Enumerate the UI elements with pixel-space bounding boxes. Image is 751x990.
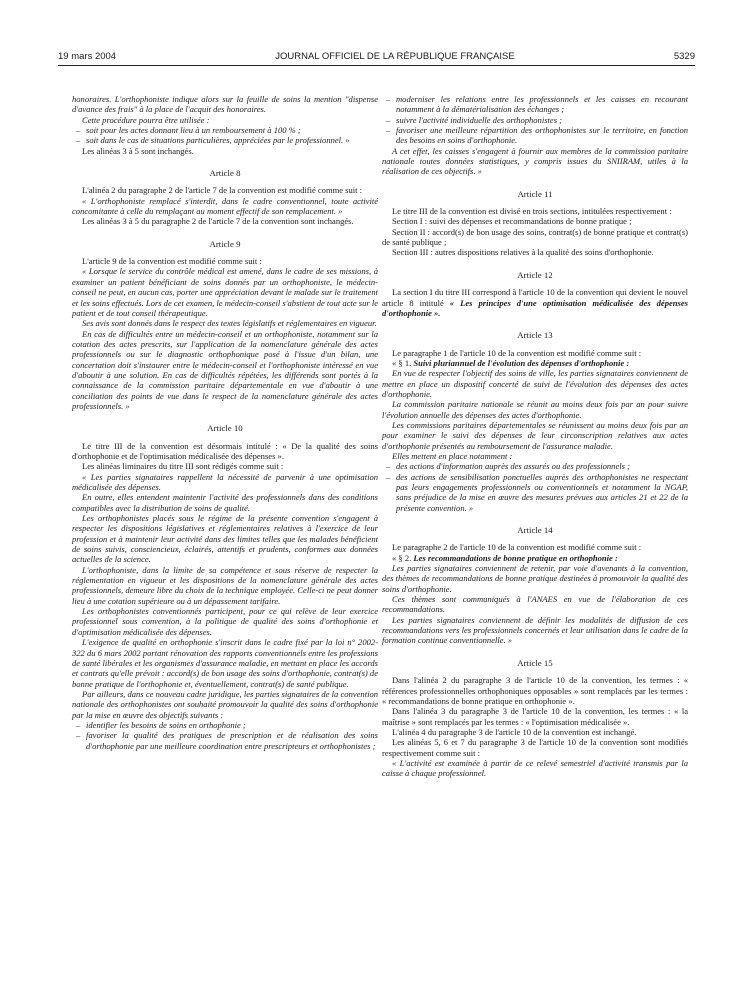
left-column xyxy=(72,94,378,751)
article-heading: Article 9 xyxy=(209,238,241,249)
paragraph: En cas de difficultés entre un médecin-conseil et un orthophoniste, notamment sur la cotation des actes prescrits, sur l'application de la nomenclature générale des actes professionnels ou sur le diagnostic orthophonique posé à l'issue d'un bilan, une concertation doit s'instaurer entre le médecin-conseil et l'orthophoniste intéressé en vue d'aboutir à une solution. En cas de difficultés répétées, les différends sont portés à la connaissance de la commission paritaire départementale en vue d'aboutir à une conciliation des points de vue dans le respect de la nomenclature générale des actes professionnels. » xyxy=(72,328,378,411)
paragraph: L'orthophoniste, dans la limite de sa compétence et sous réserve de respecter la réglementation en vigueur et les dispositions de la nomenclature générale des actes professionnels, demeure libre du choix de la technique employée. Celle-ci ne peut donner lieu à une cotation supérieure ou à un dépassement tarifaire. xyxy=(72,564,378,606)
paragraph: L'article 9 de la convention est modifié comme suit : xyxy=(82,256,262,267)
list-item: – des actions de sensibilisation ponctuelles auprès des orthophonistes ne respectant pas leurs engagements professionnels ou conventionnels et notamment la NGAP, sans préjudice de la mise en œuvre des mesures prévues aux articles 21 et 22 de la présente convention. » xyxy=(382,472,688,513)
paragraph: Les alinéas liminaires du titre III sont rédigés comme suit : xyxy=(82,461,284,472)
list-item: – suivre l'activité individuelle des orthophonistes ; xyxy=(382,115,688,125)
section-title: Suivi pluriannuel de l'évolution des dépenses d'orthophonie : xyxy=(413,357,630,368)
paragraph: Le paragraphe 2 de l'article 10 de la convention est modifié comme suit : xyxy=(392,542,642,553)
paragraph: A cet effet, les caisses s'engagent à fournir aux membres de la commission paritaire nationale toutes données statistiques, y compris issues du SNIIRAM, utiles à la réalisation de ces objectifs. » xyxy=(382,145,688,177)
section-title: « Les principes d'une optimisation médicalisée des dépenses d'orthophonie ». xyxy=(382,297,688,318)
paragraph: Les parties signataires conviennent de définir les modalités de diffusion de ces recommandations vers les professionnels concernés et leur utilisation dans le cadre de la formation continue conventionnelle. » xyxy=(382,614,688,646)
paragraph: Les alinéas 5, 6 et 7 du paragraphe 3 de l'article 10 de la convention sont modifiés respectivement comme suit : xyxy=(382,737,688,758)
paragraph xyxy=(382,358,688,368)
paragraph: Les orthophonistes conventionnés participent, pour ce qui relève de leur exercice professionnel sous convention, à la politique de qualité des soins d'orthophonie et d'optimisation médicalisée des dépenses. xyxy=(72,606,378,637)
article-heading: Article 14 xyxy=(517,525,553,536)
paragraph: L'alinéa 2 du paragraphe 2 de l'article 7 de la convention est modifié comme suit : xyxy=(82,185,363,196)
paragraph: « L'orthophoniste remplacé s'interdit, dans le cadre conventionnel, toute activité concomitante à celle du remplaçant au moment effectif de son remplacement. » xyxy=(72,195,378,217)
list-item: – favoriser une meilleure répartition des orthophonistes sur le territoire, en fonction des besoins en soins d'orthophonie. xyxy=(382,125,688,146)
paragraph: Les orthophonistes placés sous le régime de la présente convention s'engagent à respecter les dispositions législatives et réglementaires relatives à l'exercice de leur profession et à maintenir leur activité dans des limites telles que les malades bénéficient de soins suivis, consciencieux, éclairés, attentifs et prudents, conformes aux données actuelles de la science. xyxy=(72,513,378,565)
paragraph: honoraires. L'orthophoniste indique alors sur la feuille de soins la mention "dispense d'avance des frais" à la place de l'acquit des honoraires. xyxy=(72,94,378,115)
paragraph: Le titre III de la convention est divisé en trois sections, intitulées respectivement : xyxy=(392,206,672,217)
list-item: – des actions d'information auprès des assurés ou des professionnels ; xyxy=(382,461,688,471)
paragraph: Section III : autres dispositions relatives à la qualité des soins d'orthophonie. xyxy=(392,247,654,258)
text-run: « § 2. xyxy=(392,552,414,563)
section-title: Les recommandations de bonne pratique en orthophonie : xyxy=(413,552,618,563)
paragraph: Dans l'alinéa 2 du paragraphe 3 de l'article 10 de la convention, les termes : « références professionnelles orthophoniques opposables » sont remplacés par les termes : « recommandations de bonne pratique en orthophonie ». xyxy=(382,675,688,706)
paragraph: Le paragraphe 1 de l'article 10 de la convention est modifié comme suit : xyxy=(392,347,642,358)
header-rule xyxy=(58,65,695,66)
paragraph: « Les parties signataires rappellent la nécessité de parvenir à une optimisation médicalisée des dépenses. xyxy=(72,471,378,492)
paragraph: Les alinéas 3 à 5 du paragraphe 2 de l'article 7 de la convention sont inchangés. xyxy=(82,216,354,227)
article-heading: Article 12 xyxy=(517,269,553,280)
text-run: La section I du titre III correspond à l'article 10 de la convention qui devient le nouvel article 8 intitulé xyxy=(382,287,688,308)
article-heading: Article 10 xyxy=(207,423,243,434)
list-item: – soit dans le cas de situations particulières, appréciées par le professionnel. » xyxy=(72,135,378,145)
paragraph: Les parties signataires conviennent de retenir, par voie d'avenants à la convention, des thèmes de recommandations de bonne pratique destinées à promouvoir la qualité des soins d'orthophonie. xyxy=(382,563,688,594)
article-heading: Article 13 xyxy=(517,330,553,341)
article-heading: Article 15 xyxy=(517,657,553,668)
paragraph: Ses avis sont donnés dans le respect des textes législatifs et réglementaires en vigueur. xyxy=(82,318,377,329)
paragraph: En vue de respecter l'objectif des soins de ville, les parties signataires conviennent de mettre en place un dispositif concerté de suivi de l'évolution des dépenses des actes d'orthophonie. xyxy=(382,368,688,399)
paragraph: Section I : suivi des dépenses et recommandations de bonne pratique ; xyxy=(392,216,632,227)
header-page-number: 5329 xyxy=(673,51,695,62)
article-heading: Article 8 xyxy=(209,168,241,179)
running-head xyxy=(58,46,695,62)
header-date: 19 mars 2004 xyxy=(58,51,117,62)
article-heading: Article 11 xyxy=(517,188,553,199)
paragraph: Cette procédure pourra être utilisée : xyxy=(82,114,210,125)
paragraph xyxy=(382,553,688,563)
paragraph: En outre, elles entendent maintenir l'activité des professionnels dans des conditions compatibles avec la distribution de soins de qualité. xyxy=(72,492,378,513)
list-item: – favoriser la qualité des pratiques de prescription et de réalisation des soins d'orthophonie par une meilleure coordination entre prescripteurs et orthophonistes ; xyxy=(72,730,378,751)
paragraph: Ces thèmes sont communiqués à l'ANAES en vue de l'élaboration de ces recommandations. xyxy=(382,594,688,615)
paragraph: « L'activité est examinée à partir de ce relevé semestriel d'activité transmis par la caisse à chaque professionnel. xyxy=(382,757,688,779)
paragraph: Dans l'alinéa 3 du paragraphe 3 de l'article 10 de la convention, les termes : « la maîtrise » sont remplacés par les termes : « l'optimisation médicalisée ». xyxy=(382,706,688,727)
text-run: « § 1. xyxy=(392,357,414,368)
paragraph xyxy=(382,287,688,318)
header-journal-title: JOURNAL OFFICIEL DE LA RÉPUBLIQUE FRANÇAISE xyxy=(275,51,515,62)
paragraph: « Lorsque le service du contrôle médical est amené, dans le cadre de ses missions, à examiner un patient bénéficiant de soins donnés par un orthophoniste, le médecin-conseil ne peut, en aucun cas, porter une appréciation devant le malade sur le traitement et les soins effectués. Lors de cet examen, le médecin-conseil s'abstient de tout acte sur le patient et de tout conseil thérapeutique. xyxy=(72,266,378,318)
paragraph: L'exigence de qualité en orthophonie s'inscrit dans le cadre fixé par la loi n° 2002-322 du 6 mars 2002 portant rénovation des rapports conventionnels entre les professions de santé libérales et les organismes d'assurance maladie, en mettant en place les accords et contrats qu'elle prévoit : accord(s) de bon usage des soins d'orthophonie, contrat(s) de bonne pratique de l'orthophonie et, éventuellement, contrat(s) de santé publique. xyxy=(72,637,378,689)
paragraph: Les alinéas 3 à 5 sont inchangés. xyxy=(82,145,194,156)
list-item: – identifier les besoins de soins en orthophonie ; xyxy=(72,720,378,730)
paragraph: L'alinéa 4 du paragraphe 3 de l'article 10 de la convention est inchangé. xyxy=(392,726,637,737)
paragraph: La commission paritaire nationale se réunit au moins deux fois par an pour suivre l'évolution annuelle des dépenses des actes d'orthophonie. xyxy=(382,399,688,420)
right-column xyxy=(382,94,688,779)
paragraph: Le titre III de la convention est désormais intitulé : « De la qualité des soins d'orthophonie et de l'optimisation médicalisée des dépenses ». xyxy=(72,440,378,461)
paragraph: Elles mettent en place notamment : xyxy=(392,450,513,461)
paragraph: Section II : accord(s) de bon usage des soins, contrat(s) de bonne pratique et contrat(s) de santé publique ; xyxy=(382,226,688,248)
paragraph: Par ailleurs, dans ce nouveau cadre juridique, les parties signataires de la convention nationale des orthophonistes ont souhaité promouvoir la qualité des soins d'orthophonie par la mise en œuvre des objectifs suivants : xyxy=(72,688,378,720)
paragraph: Les commissions paritaires départementales se réunissent au moins deux fois par an pour examiner le suivi des dépenses de leur circonscription relatives aux actes d'orthophonie présentés au remboursement de l'assurance maladie. xyxy=(382,419,688,451)
list-item: – moderniser les relations entre les professionnels et les caisses en recourant notamment à la dématérialisation des échanges ; xyxy=(382,94,688,115)
list-item: – soit pour les actes donnant lieu à un remboursement à 100 % ; xyxy=(72,125,378,135)
